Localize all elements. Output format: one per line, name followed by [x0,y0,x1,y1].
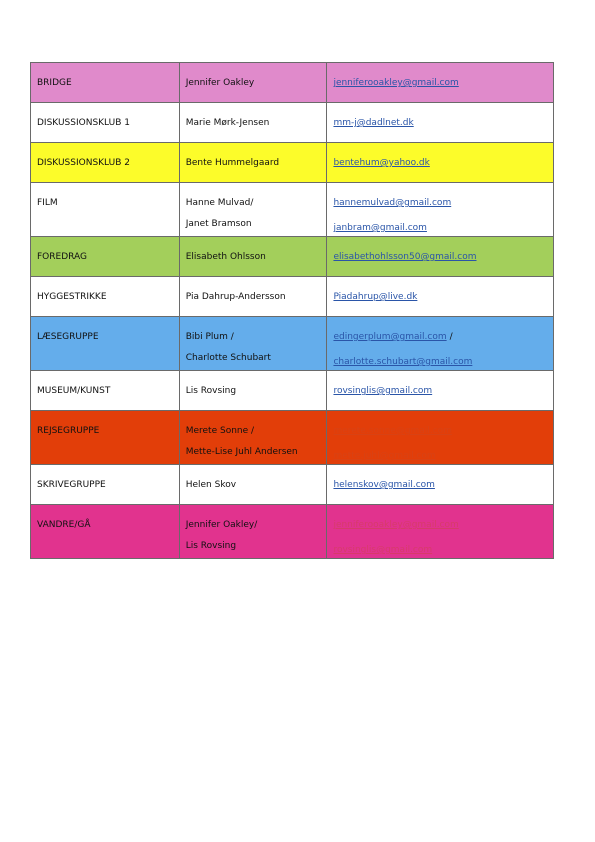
group-name-cell [31,505,180,559]
contact-name: Lis Rovsing [185,541,237,551]
group-name-cell [31,237,180,277]
group-name: MUSEUM/KUNST [37,386,111,396]
contact-name: Elisabeth Ohlsson [185,252,266,262]
table-row [31,465,554,505]
email-link[interactable]: mm-j@dadlnet.dk [333,118,414,128]
email-cell [327,183,554,237]
email-cell [327,465,554,505]
email-link[interactable]: rovsinglis@gmail.com [333,545,433,555]
email-link[interactable]: hannemulvad@gmail.com [333,198,452,208]
group-name-cell [31,103,180,143]
contact-name: Marie Mørk-Jensen [185,118,270,128]
contact-cell [180,317,328,371]
groups-table [30,62,554,559]
contact-cell [180,63,328,103]
group-name-cell [31,371,180,411]
group-name-cell [31,63,180,103]
contact-cell [180,143,328,183]
table-row [31,237,554,277]
contact-cell [180,505,328,559]
group-name-cell [31,465,180,505]
contact-name: Pia Dahrup-Andersson [185,292,286,302]
email-link[interactable]: edingerplum@gmail.com [333,332,447,342]
contact-cell [180,183,328,237]
group-name: DISKUSSIONSKLUB 2 [37,158,130,168]
contact-cell [180,465,328,505]
email-link[interactable]: mette.juhl@gmail.com [333,451,436,461]
email-link[interactable]: charlotte.schubart@gmail.com [333,357,473,367]
group-name-cell [31,183,180,237]
contact-name: Lis Rovsing [185,386,237,396]
table-row [31,371,554,411]
contact-cell [180,237,328,277]
contact-name: Helen Skov [185,480,237,490]
group-name: DISKUSSIONSKLUB 1 [37,118,130,128]
contact-name: Jennifer Oakley [185,78,255,88]
email-separator: / [449,332,453,342]
group-name: REJSEGRUPPE [37,426,100,436]
group-name-cell [31,317,180,371]
email-link[interactable]: bentehum@yahoo.dk [333,158,430,168]
contact-cell [180,371,328,411]
table-row [31,63,554,103]
email-link[interactable]: janbram@gmail.com [333,223,427,233]
contact-name: Hanne Mulvad/ [185,198,254,208]
table-row [31,411,554,465]
contact-name: Mette-Lise Juhl Andersen [185,447,298,457]
group-name: FOREDRAG [37,252,87,262]
group-name: VANDRE/GÅ [37,520,91,530]
table-row [31,143,554,183]
group-name: HYGGESTRIKKE [37,292,107,302]
email-link[interactable]: helenskov@gmail.com [333,480,435,490]
email-cell [327,143,554,183]
contact-cell [180,411,328,465]
email-cell [327,277,554,317]
group-name: SKRIVEGRUPPE [37,480,106,490]
email-cell [327,237,554,277]
contact-name: Jennifer Oakley/ [185,520,258,530]
table-row [31,183,554,237]
email-cell [327,411,554,465]
table-row [31,505,554,559]
email-link[interactable]: elisabethohlsson50@gmail.com [333,252,477,262]
group-name-cell [31,143,180,183]
group-name: FILM [37,198,58,208]
contact-cell [180,277,328,317]
email-link[interactable]: jenniferooakley@gmail.com [333,78,459,88]
contact-name: Bente Hummelgaard [185,158,280,168]
group-name-cell [31,411,180,465]
table-row [31,277,554,317]
email-link[interactable]: Piadahrup@live.dk [333,292,418,302]
group-name: BRIDGE [37,78,72,88]
email-link[interactable]: rovsinglis@gmail.com [333,386,433,396]
contact-name: Merete Sonne / [185,426,255,436]
contact-name: Charlotte Schubart [185,353,271,363]
email-link[interactable]: jenniferooakley@gmail.com [333,520,459,530]
email-cell [327,63,554,103]
email-cell [327,317,554,371]
email-link[interactable]: merete.sonne@gmail.com [333,426,452,436]
group-name-cell [31,277,180,317]
contact-cell [180,103,328,143]
contact-name: Janet Bramson [185,219,252,229]
email-cell [327,505,554,559]
table-row [31,317,554,371]
email-cell [327,371,554,411]
email-cell [327,103,554,143]
contact-name: Bibi Plum / [185,332,234,342]
table-row [31,103,554,143]
group-name: LÆSEGRUPPE [37,332,99,342]
